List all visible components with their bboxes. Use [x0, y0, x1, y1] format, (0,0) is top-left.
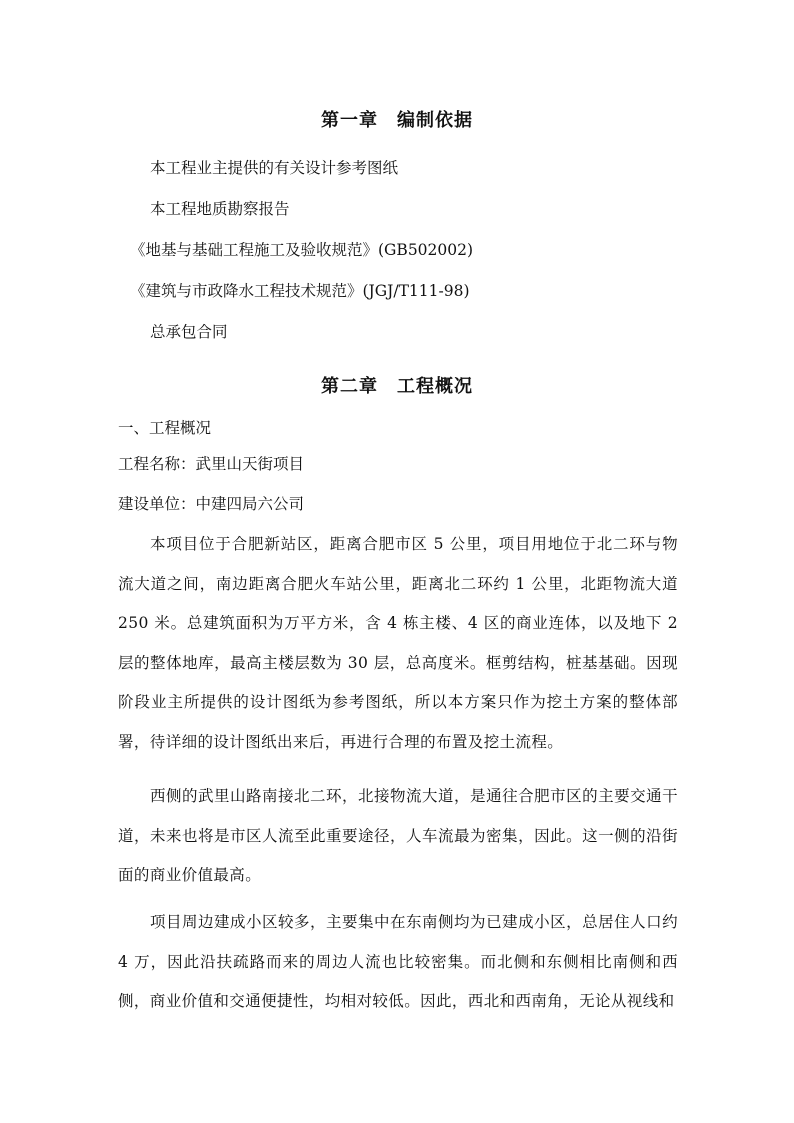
project-name-line: 工程名称：武里山天街项目: [118, 455, 305, 473]
chapter-2-title: 第二章 工程概况: [321, 376, 473, 397]
section-heading: 一、工程概况: [118, 419, 212, 437]
overview-paragraph-1: 本项目位于合肥新站区，距离合肥市区 5 公里，项目用地位于北二环与物流大道之间，南边距离合肥火车站公里，距离北二环约 1 公里，北距物流大道 250 米。总建筑面积为万平方米，含 4 栋主楼、4 区的商业连体，以及地下 2 层的整体地库，最高主楼层数为 30 层，总高度米。框剪结构，桩基基础。因现阶段业主所提供的设计图纸为参考图纸，所以本方案只作为挖土方案的整体部署，待详细的设计图纸出来后，再进行合理的布置及挖土流程。: [118, 535, 678, 751]
basis-item-5: 总承包合同: [150, 323, 228, 341]
basis-item-3: 《地基与基础工程施工及验收规范》(GB502002): [130, 241, 474, 259]
overview-paragraph-3: 项目周边建成小区较多，主要集中在东南侧均为已建成小区，总居住人口约 4 万，因此沿扶疏路而来的周边人流也比较密集。而北侧和东侧相比南侧和西侧，商业价值和交通便捷性，均相对较低。因此，西北和西南角，无论从视线和: [118, 913, 678, 1011]
overview-paragraph-2: 西侧的武里山路南接北二环，北接物流大道，是通往合肥市区的主要交通干道，未来也将是市区人流至此重要途径，人车流最为密集，因此。这一侧的沿街面的商业价值最高。: [118, 787, 678, 885]
builder-line: 建设单位：中建四局六公司: [118, 495, 305, 513]
chapter-1-title: 第一章 编制依据: [321, 110, 473, 131]
basis-item-4: 《建筑与市政降水工程技术规范》(JGJ/T111-98): [130, 282, 470, 300]
basis-item-2: 本工程地质勘察报告: [150, 200, 290, 218]
basis-item-1: 本工程业主提供的有关设计参考图纸: [150, 159, 399, 177]
